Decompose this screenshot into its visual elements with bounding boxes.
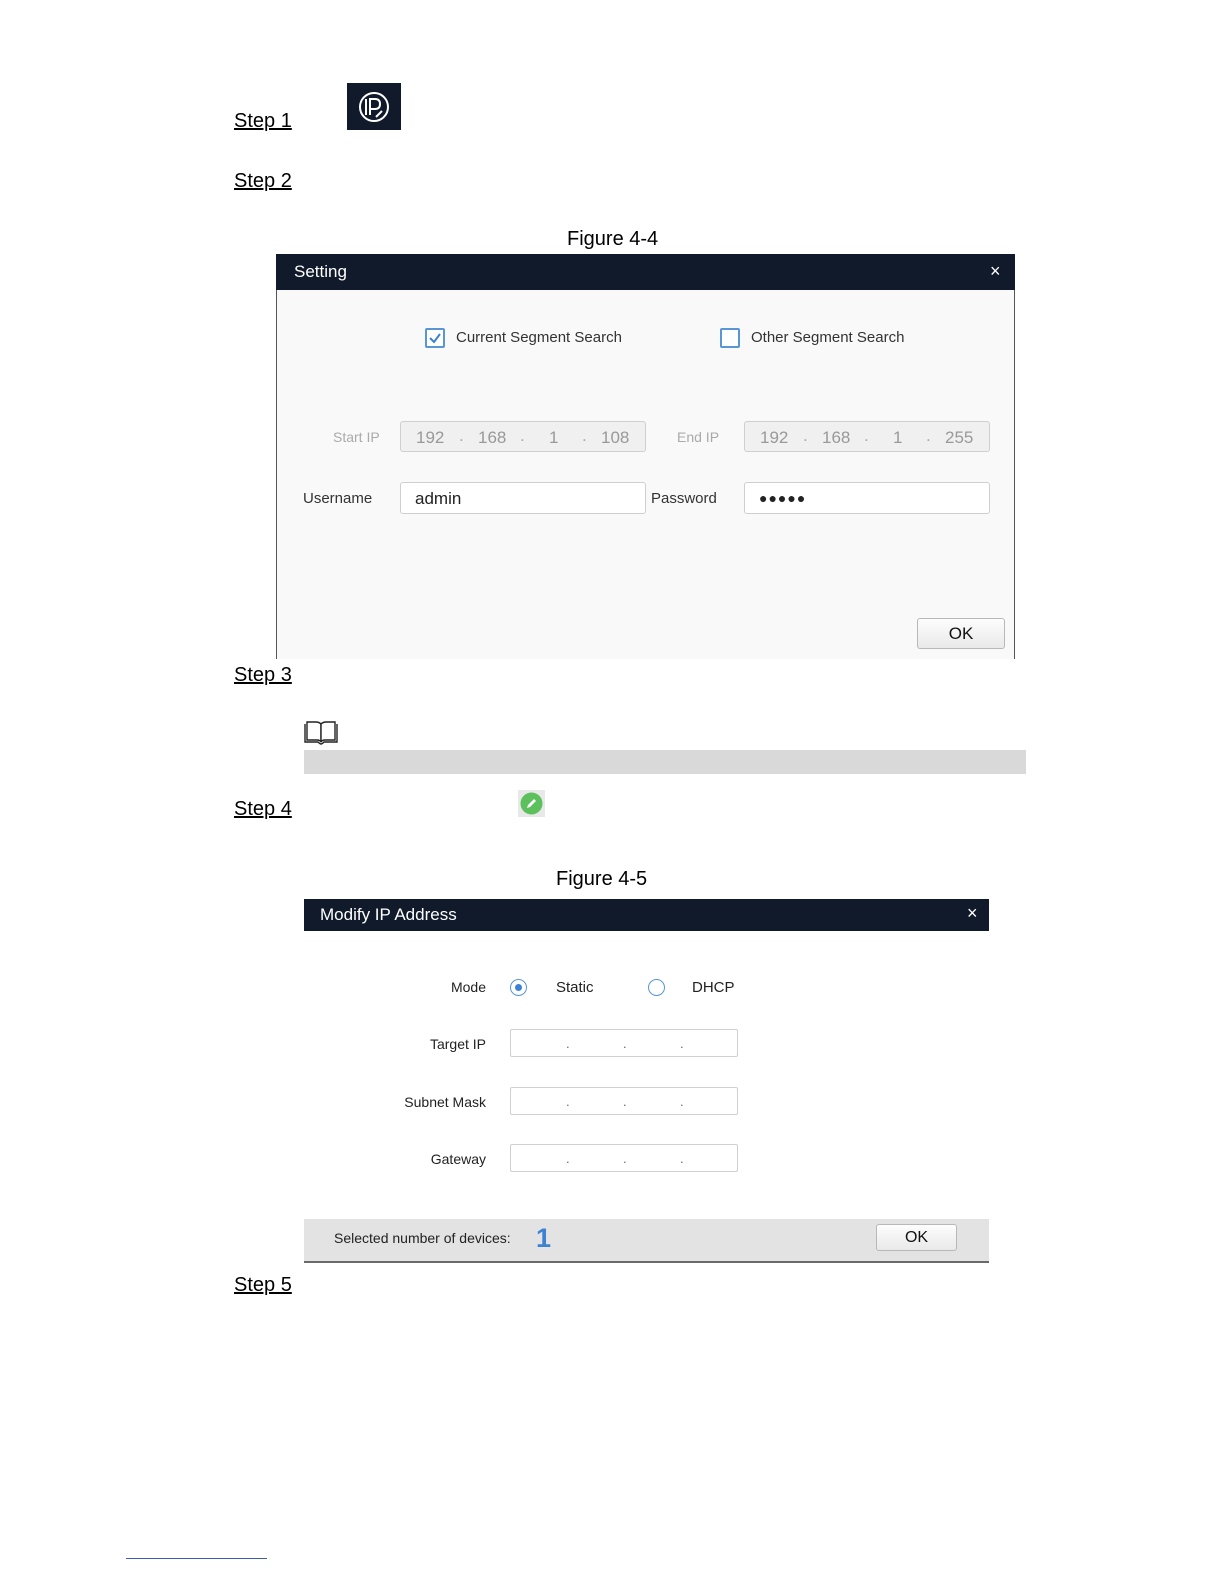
static-label: Static <box>556 979 594 996</box>
close-icon[interactable]: × <box>990 261 1001 281</box>
gateway-input[interactable]: . . . <box>510 1144 738 1172</box>
password-label: Password <box>651 490 717 507</box>
end-ip-input: 192 . 168 . 1 . 255 <box>744 421 990 452</box>
end-ip-octet-1: 192 <box>760 428 789 447</box>
username-label: Username <box>303 490 373 507</box>
gateway-label: Gateway <box>430 1151 486 1167</box>
step-5-label: Step 5 <box>234 1274 292 1296</box>
dialog-footer <box>304 1219 989 1263</box>
footer-rule <box>126 1558 267 1559</box>
mode-label: Mode <box>450 979 486 995</box>
other-segment-checkbox[interactable] <box>720 328 740 348</box>
modify-ip-dialog <box>304 899 989 1263</box>
step-2-label: Step 2 <box>234 170 292 192</box>
setting-title: Setting <box>294 262 347 281</box>
dhcp-label: DHCP <box>692 979 735 996</box>
subnet-mask-input[interactable]: . . . <box>510 1087 738 1115</box>
edit-pencil-icon[interactable] <box>518 790 545 817</box>
modify-ip-title: Modify IP Address <box>320 905 457 924</box>
setting-title-bar <box>276 254 1015 290</box>
check-icon <box>428 331 442 345</box>
close-icon[interactable]: × <box>967 903 978 923</box>
start-ip-octet-4: 108 <box>601 428 630 447</box>
setting-ok-button[interactable]: OK <box>917 618 1005 649</box>
start-ip-input: 192 . 168 . 1 . 108 <box>400 421 646 452</box>
start-ip-octet-2: 168 <box>478 428 507 447</box>
modify-ip-title-bar <box>304 899 989 931</box>
selected-devices-label: Selected number of devices: <box>334 1230 511 1246</box>
dhcp-radio[interactable] <box>648 979 665 996</box>
subnet-mask-label: Subnet Mask <box>404 1094 486 1110</box>
password-value: ●●●●● <box>759 490 807 506</box>
target-ip-input[interactable]: . . . <box>510 1029 738 1057</box>
static-radio[interactable] <box>510 979 527 996</box>
setting-dialog <box>276 254 1015 659</box>
ip-icon[interactable] <box>347 83 401 130</box>
other-segment-label: Other Segment Search <box>751 329 905 346</box>
password-input[interactable] <box>744 482 990 514</box>
current-segment-label: Current Segment Search <box>456 329 622 346</box>
modify-ip-ok-button[interactable]: OK <box>876 1224 957 1251</box>
username-input[interactable] <box>400 482 646 514</box>
selected-devices-count: 1 <box>536 1223 552 1253</box>
start-ip-octet-3: 1 <box>549 428 559 447</box>
note-bar <box>304 750 1026 774</box>
username-value: admin <box>415 489 462 508</box>
end-ip-octet-3: 1 <box>893 428 903 447</box>
end-ip-octet-2: 168 <box>822 428 851 447</box>
figure-4-4-caption: Figure 4-4 <box>567 228 659 250</box>
start-ip-label: Start IP <box>333 429 380 445</box>
step-1-label: Step 1 <box>234 110 292 132</box>
step-3-label: Step 3 <box>234 664 292 686</box>
step-4-label: Step 4 <box>234 798 292 820</box>
end-ip-label: End IP <box>677 429 720 445</box>
current-segment-checkbox[interactable] <box>425 328 445 348</box>
note-book-icon <box>303 720 339 746</box>
end-ip-octet-4: 255 <box>945 428 974 447</box>
target-ip-label: Target IP <box>429 1036 486 1052</box>
start-ip-octet-1: 192 <box>416 428 445 447</box>
figure-4-5-caption: Figure 4-5 <box>556 868 648 890</box>
